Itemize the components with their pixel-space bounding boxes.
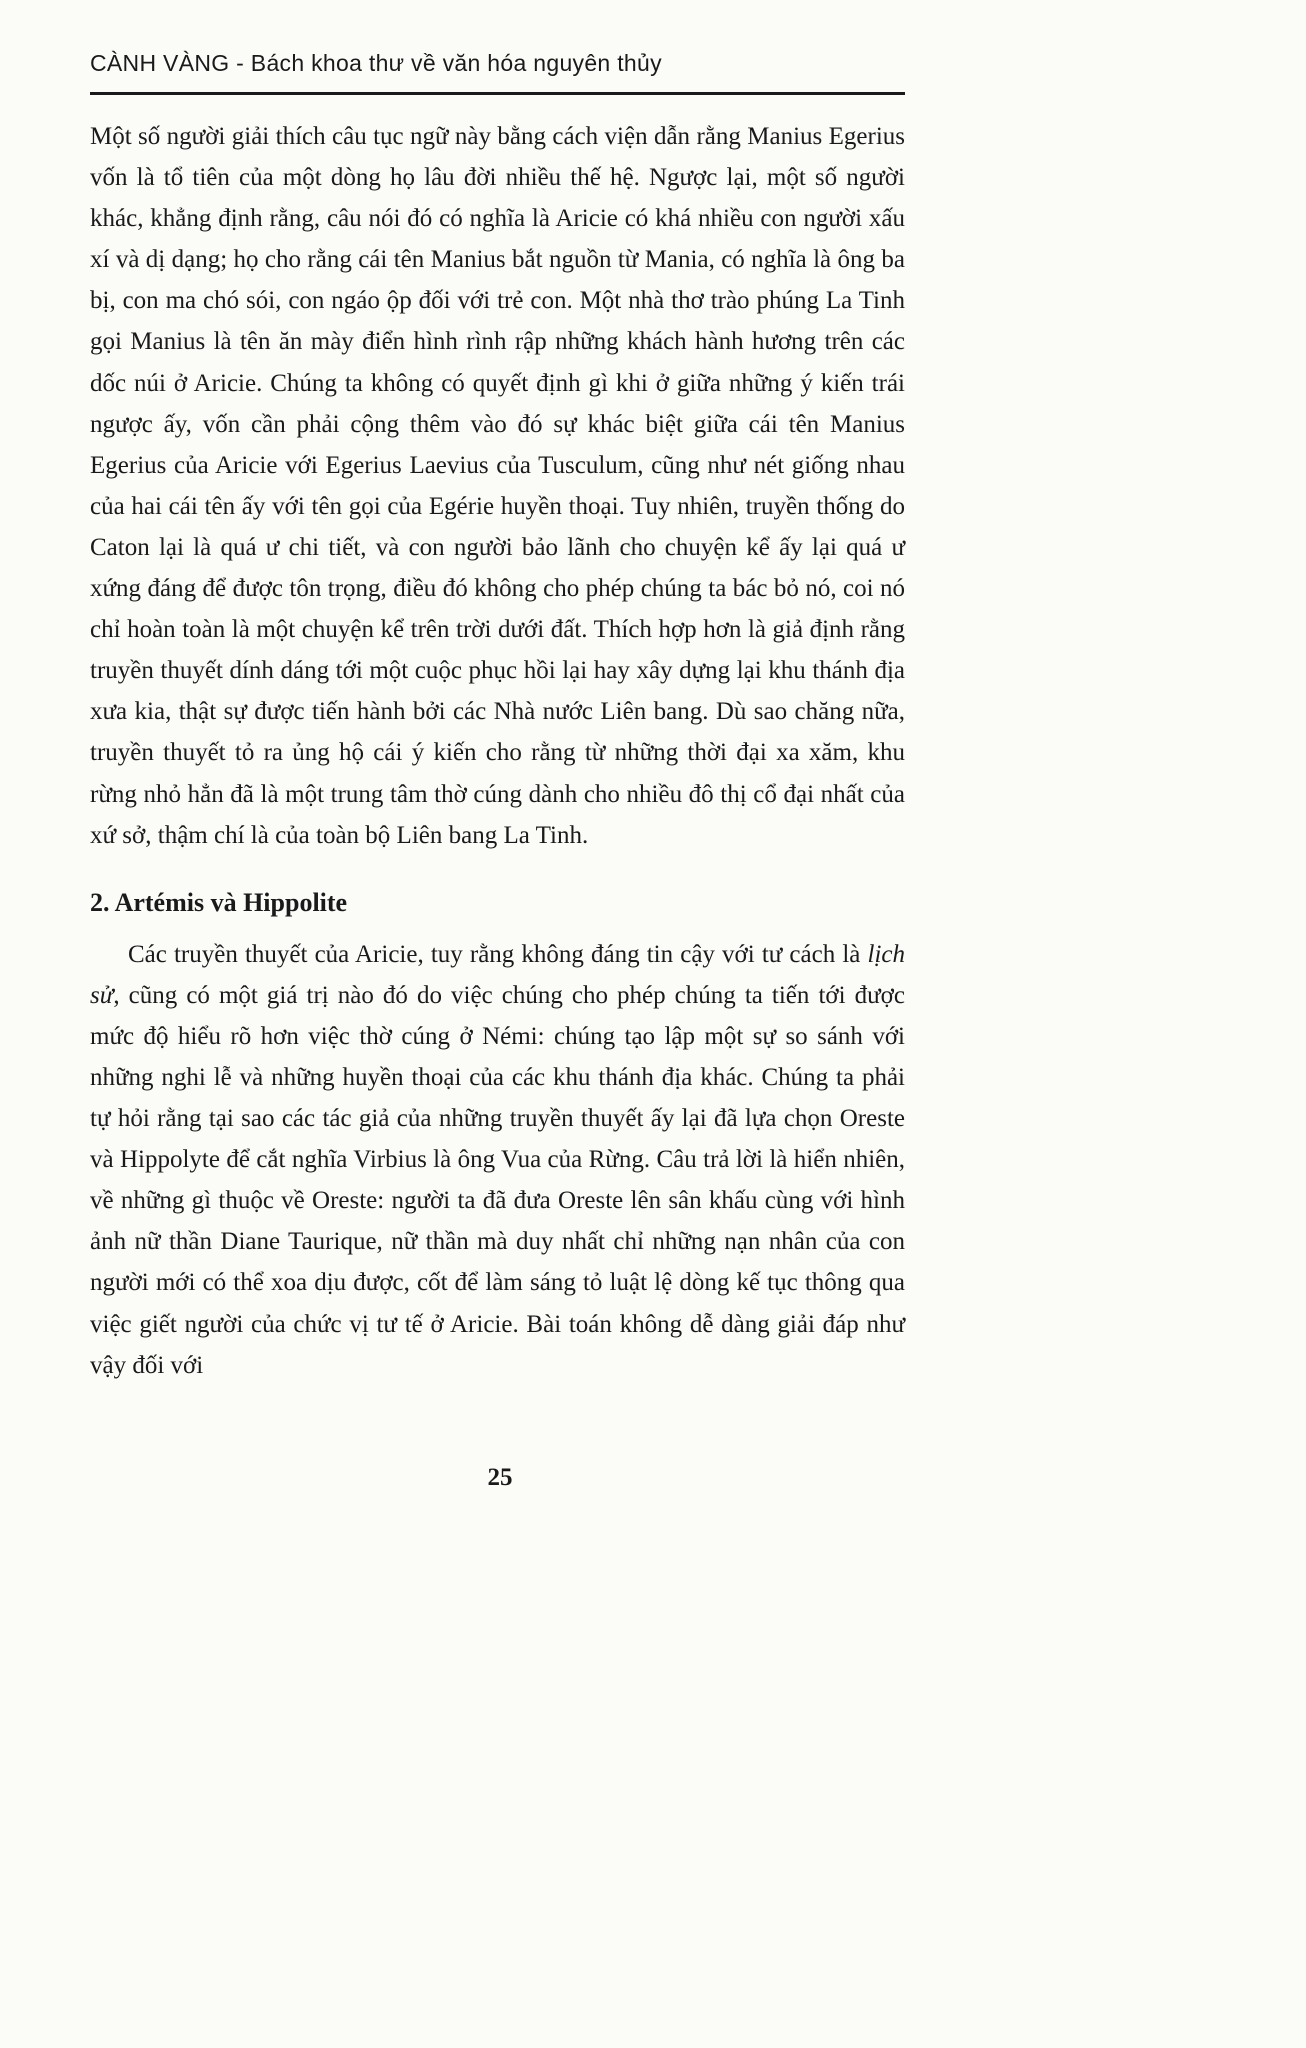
header-book-title: CÀNH VÀNG — [90, 50, 230, 76]
header-book-subtitle: Bách khoa thư về văn hóa nguyên thủy — [250, 50, 662, 76]
body-text — [90, 116, 905, 1386]
paragraph-1: Một số người giải thích câu tục ngữ này bằng cách viện dẫn rằng Manius Egerius vốn là tổ tiên của một dòng họ lâu đời nhiều thế hệ. Ngược lại, một số người khác, khẳng định rằng, câu nói đó có nghĩa là Aricie có khá nhiều con người xấu xí và dị dạng; họ cho rằng cái tên Manius bắt nguồn từ Mania, có nghĩa là ông ba bị, con ma chó sói, con ngáo ộp đối với trẻ con. Một nhà thơ trào phúng La Tinh gọi Manius là tên ăn mày điển hình rình rập những khách hành hương trên các dốc núi ở Aricie. Chúng ta không có quyết định gì khi ở giữa những ý kiến trái ngược ấy, vốn cần phải cộng thêm vào đó sự khác biệt giữa cái tên Manius Egerius của Aricie với Egerius Laevius của Tusculum, cũng như nét giống nhau của hai cái tên ấy với tên gọi của Egérie huyền thoại. Tuy nhiên, truyền thống do Caton lại là quá ư chi tiết, và con người bảo lãnh cho chuyện kể ấy lại quá ư xứng đáng để được tôn trọng, điều đó không cho phép chúng ta bác bỏ nó, coi nó chỉ hoàn toàn là một chuyện kể trên trời dưới đất. Thích hợp hơn là giả định rằng truyền thuyết dính dáng tới một cuộc phục hồi lại hay xây dựng lại khu thánh địa xưa kia, thật sự được tiến hành bởi các Nhà nước Liên bang. Dù sao chăng nữa, truyền thuyết tỏ ra ủng hộ cái ý kiến cho rằng từ những thời đại xa xăm, khu rừng nhỏ hẳn đã là một trung tâm thờ cúng dành cho nhiều đô thị cổ đại nhất của xứ sở, thậm chí là của toàn bộ Liên bang La Tinh. — [90, 123, 905, 849]
paragraph-2-rest: , cũng có một giá trị nào đó do việc chúng cho phép chúng ta tiến tới được mức độ hiểu rõ hơn việc thờ cúng ở Némi: chúng tạo lập một sự so sánh với những nghi lễ và những huyền thoại của các khu thánh địa khác. Chúng ta phải tự hỏi rằng tại sao các tác giả của những truyền thuyết ấy lại đã lựa chọn Oreste và Hippolyte để cắt nghĩa Virbius là ông Vua của Rừng. Câu trả lời là hiển nhiên, về những gì thuộc về Oreste: người ta đã đưa Oreste lên sân khấu cùng với hình ảnh nữ thần Diane Taurique, nữ thần mà duy nhất chỉ những nạn nhân của con người mới có thể xoa dịu được, cốt để làm sáng tỏ luật lệ dòng kế tục thông qua việc giết người của chức vị tư tế ở Aricie. Bài toán không dễ dàng giải đáp như vậy đối với — [90, 981, 905, 1379]
header-separator: - — [229, 50, 251, 76]
page-number: 25 — [487, 1464, 513, 1491]
header-rule — [90, 92, 905, 95]
section-heading: 2. Artémis và Hippolite — [90, 887, 348, 917]
running-header — [90, 50, 905, 90]
paragraph-2-start: Các truyền thuyết của Aricie, tuy rằng không đáng tin cậy với tư cách là — [128, 940, 868, 968]
paragraph-2 — [90, 934, 905, 1386]
italic-word: lịch sử — [90, 940, 905, 1009]
